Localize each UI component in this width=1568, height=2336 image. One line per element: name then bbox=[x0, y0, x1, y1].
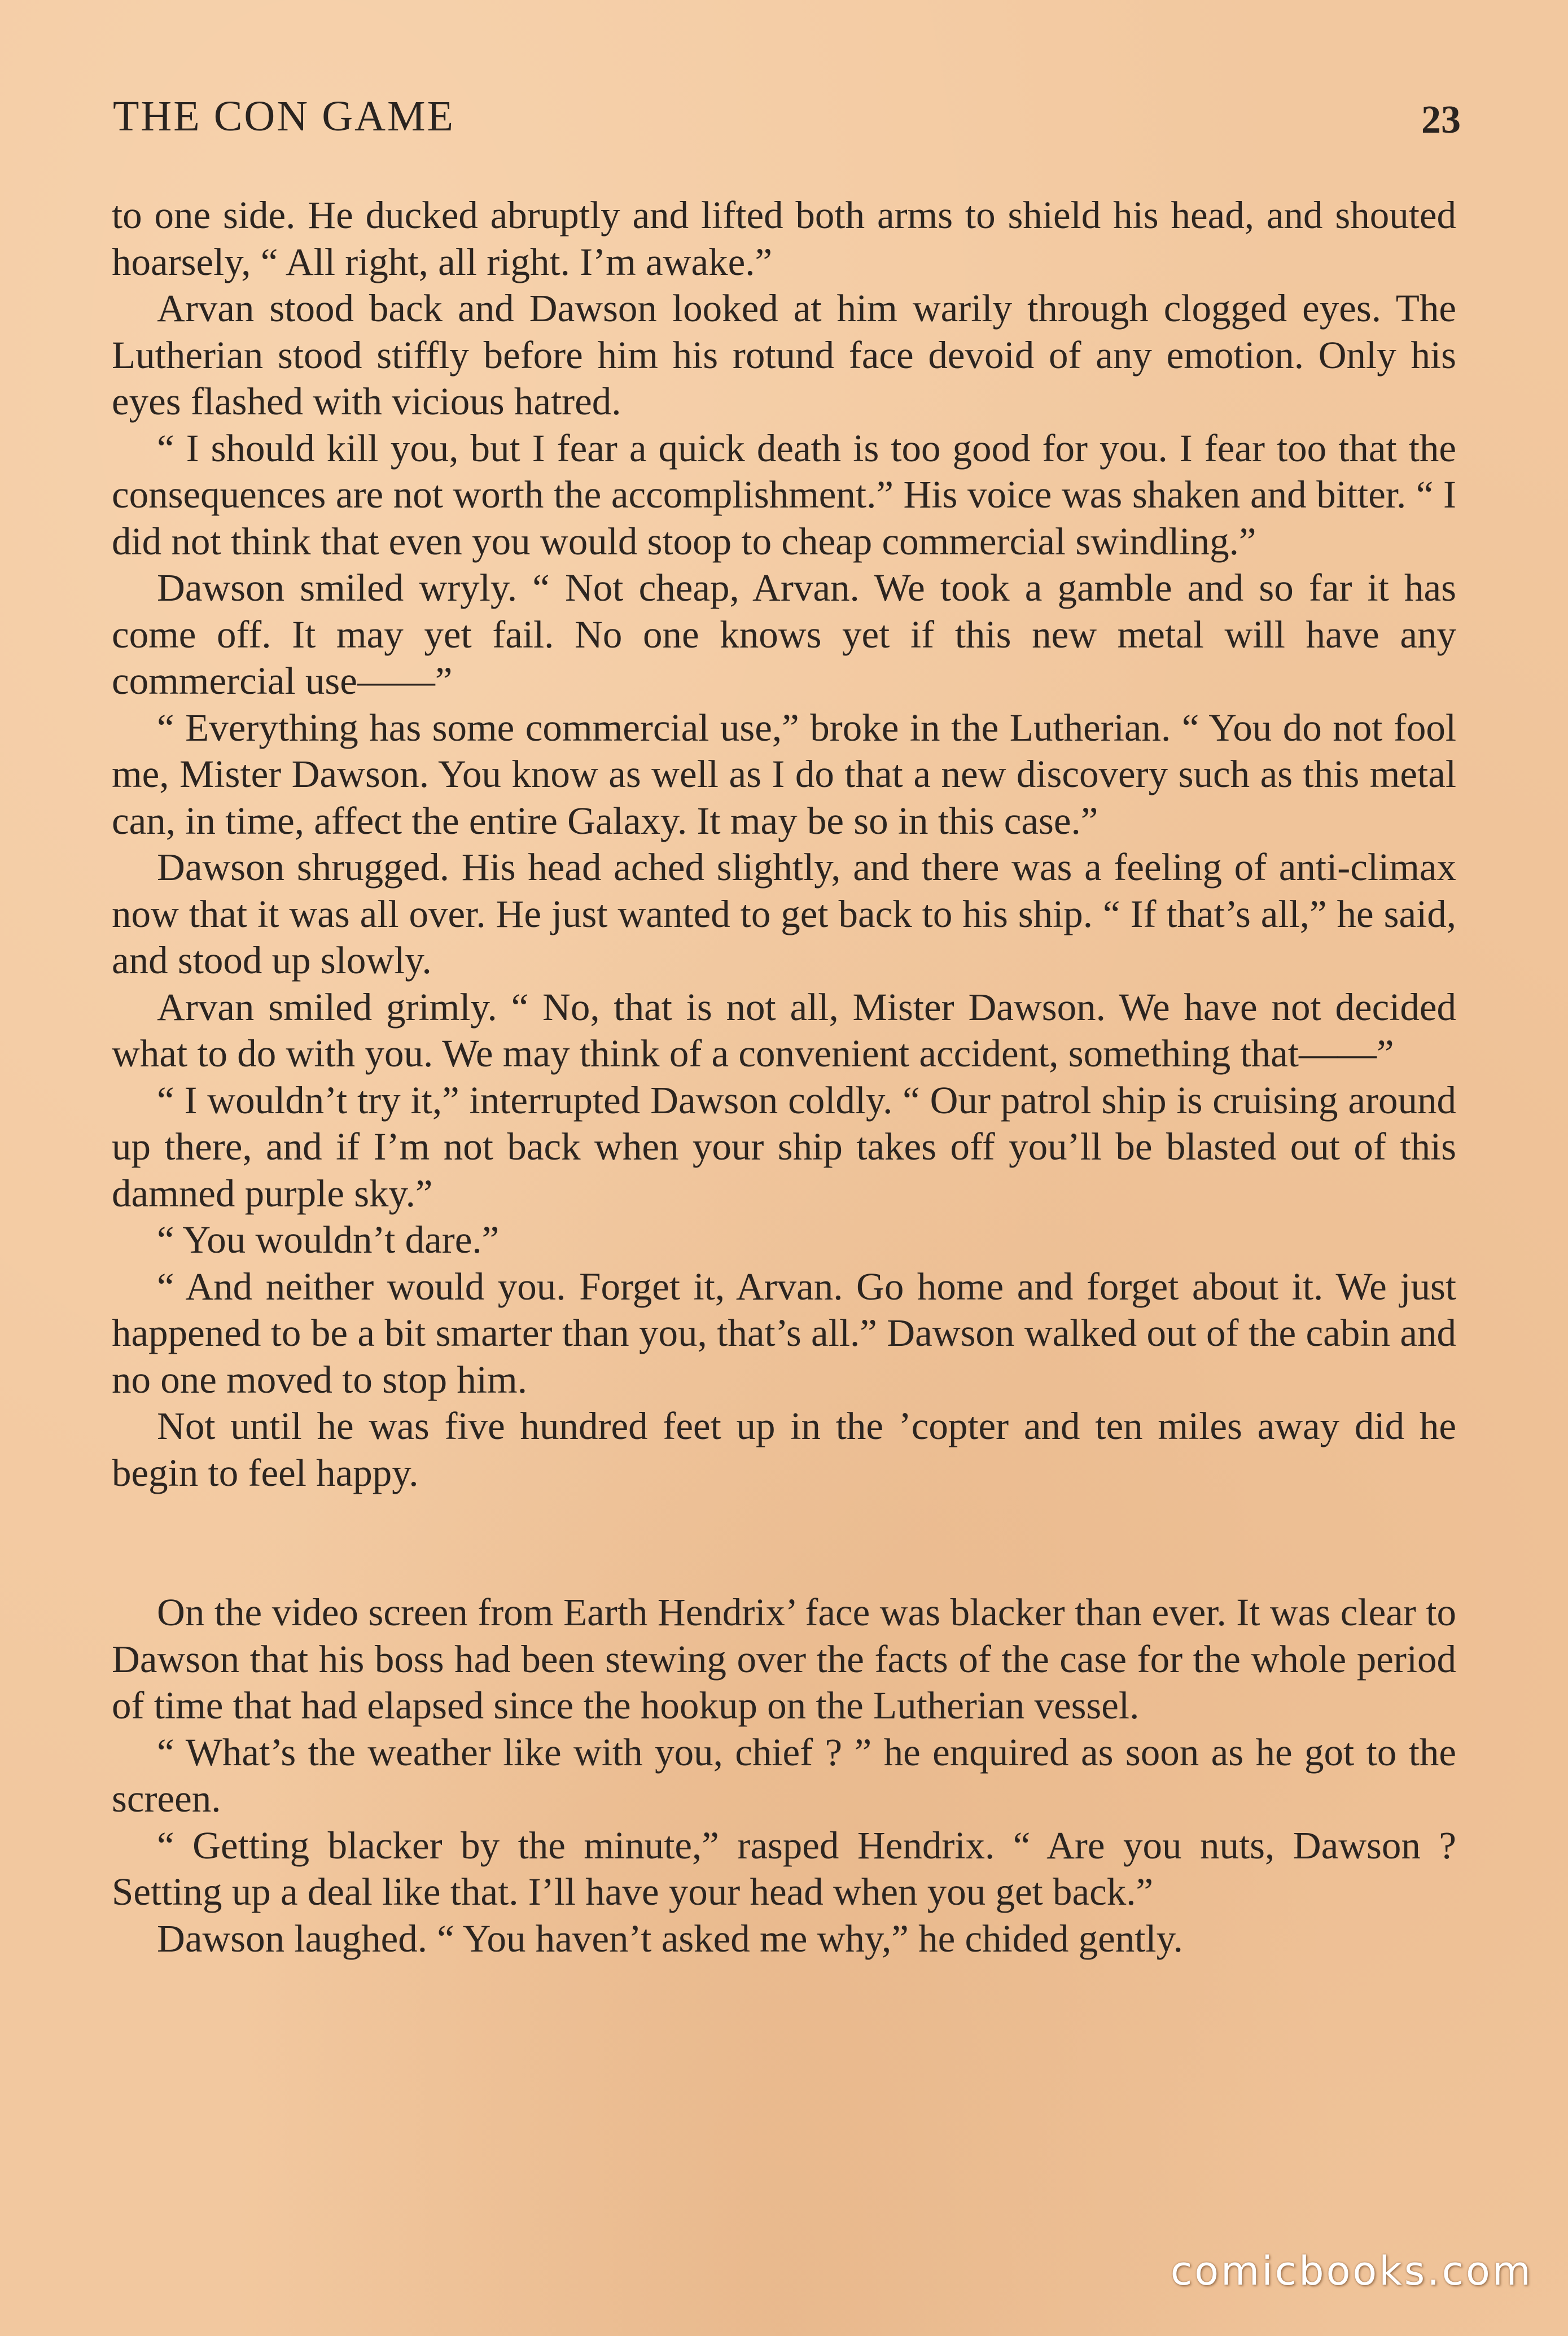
paragraph: Dawson smiled wryly. “ Not cheap, Arvan. We took a gamble and so far it has come off. It may yet fail. No one knows yet if this new metal will have any commercial use——” bbox=[112, 566, 1456, 702]
body-text bbox=[112, 192, 1456, 1962]
paragraph: “ I should kill you, but I fear a quick death is too good for you. I fear too that the consequences are not worth the accomplishment.” His voice was shaken and bitter. “ I did not think that even you would stoop to cheap commercial swindling.” bbox=[112, 426, 1456, 563]
section-break bbox=[112, 1496, 1456, 1589]
paragraph: “ Everything has some commercial use,” broke in the Lutherian. “ You do not fool me, Mister Dawson. You know as well as I do that a new discovery such as this metal can, in time, affect the entire Galaxy. It may be so in this case.” bbox=[112, 706, 1456, 842]
paragraph: Arvan stood back and Dawson looked at him warily through clogged eyes. The Lutherian stood stiffly before him his rotund face devoid of any emotion. Only his eyes flashed with vicious hatred. bbox=[112, 287, 1456, 423]
paragraph: Dawson shrugged. His head ached slightly, and there was a feeling of anti-climax now that it was all over. He just wanted to get back to his ship. “ If that’s all,” he said, and stood up slowly. bbox=[112, 846, 1456, 982]
paragraph: “ What’s the weather like with you, chief ? ” he enquired as soon as he got to the screen. bbox=[112, 1730, 1456, 1820]
watermark-text: comicbooks.com bbox=[1170, 2248, 1533, 2294]
paragraph: “ And neither would you. Forget it, Arvan. Go home and forget about it. We just happened to be a bit smarter than you, that’s all.” Dawson walked out of the cabin and no one moved to stop him. bbox=[112, 1265, 1456, 1401]
paragraph: Arvan smiled grimly. “ No, that is not all, Mister Dawson. We have not decided what to do with you. We may think of a convenient accident, something that——” bbox=[112, 985, 1456, 1075]
running-title: THE CON GAME bbox=[113, 93, 455, 140]
paragraph: to one side. He ducked abruptly and lifted both arms to shield his head, and shouted hoarsely, “ All right, all right. I’m awake.” bbox=[112, 194, 1456, 283]
page-number: 23 bbox=[1421, 98, 1461, 142]
paragraph: “ Getting blacker by the minute,” rasped Hendrix. “ Are you nuts, Dawson ? Setting up a deal like that. I’ll have your head when you get back.” bbox=[112, 1823, 1456, 1913]
paragraph: On the video screen from Earth Hendrix’ face was blacker than ever. It was clear to Dawson that his boss had been stewing over the facts of the case for the whole period of time that had elapsed since the hookup on the Lutherian vessel. bbox=[112, 1591, 1456, 1727]
paragraph: Dawson laughed. “ You haven’t asked me why,” he chided gently. bbox=[157, 1917, 1183, 1960]
paragraph: “ I wouldn’t try it,” interrupted Dawson coldly. “ Our patrol ship is cruising around up there, and if I’m not back when your ship takes off you’ll be blasted out of this damned purple sky.” bbox=[112, 1078, 1456, 1215]
paragraph: Not until he was five hundred feet up in the ’copter and ten miles away did he begin to feel happy. bbox=[112, 1405, 1456, 1494]
paragraph: “ You wouldn’t dare.” bbox=[157, 1218, 500, 1261]
